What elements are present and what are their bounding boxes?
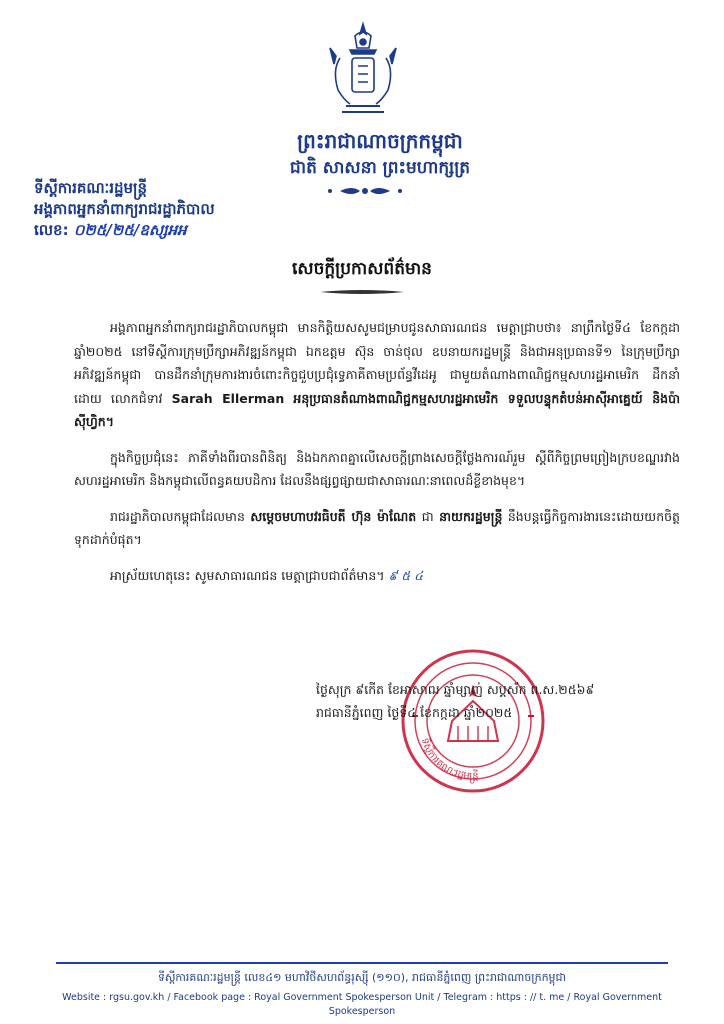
paragraph-3-connector: ជា xyxy=(421,508,434,524)
issuing-office xyxy=(34,178,264,241)
handwritten-mark: ៩ ៥ ៤ xyxy=(388,567,423,583)
seal-text: ទីស្ដីការគណៈរដ្ឋមន្ត្រី xyxy=(418,736,479,783)
paragraph-4-text: អាស្រ័យហេតុនេះ សូមសាធារណជន មេត្តាជ្រាបជាព័ត៌មាន។ xyxy=(110,567,385,583)
footer-divider xyxy=(56,962,668,964)
paragraph-1 xyxy=(74,316,680,434)
paragraph-3-lead: រាជរដ្ឋាភិបាលកម្ពុជាដែលមាន xyxy=(110,508,245,524)
office-name-line1: ទីស្ដីការគណៈរដ្ឋមន្ត្រី xyxy=(34,179,148,197)
reference-number xyxy=(34,220,264,241)
date-block xyxy=(316,678,696,724)
footer-links: Website : rgsu.gov.kh / Facebook page : Royal Government Spokesperson Unit / Telegram : https : // t. me / Royal Government Spokesperson xyxy=(62,992,662,1017)
paragraph-1-text: អង្គភាពអ្នកនាំពាក្យរាជរដ្ឋាភិបាលកម្ពុជា មានកិត្តិយសសូមជម្រាបជូនសាធារណជន មេត្តាជ្រាបថា៖ នាព្រឹកថ្ងៃទី៤ ខែកក្កដា ឆ្នាំ២០២៥ នៅទីស្ដីការក្រុមប្រឹក្សាអភិវឌ្ឍន៍កម្ពុជា ឯកឧត្ដម ស៊ុន ចាន់ថុល ឧបនាយករដ្ឋមន្ត្រី និងជាអនុប្រធានទី១ នៃក្រុមប្រឹក្សាអភិវឌ្ឍន៍កម្ពុជា បានដឹកនាំក្រុមការងារចំពោះកិច្ចជួបប្រជុំទ្វេភាគីតាមប្រព័ន្ធវីដេអូ ជាមួយតំណាងពាណិជ្ជកម្មសហរដ្ឋអាមេរិក ដឹកនាំដោយ លោកជំទាវ xyxy=(74,320,680,406)
release-body xyxy=(74,316,680,599)
prime-minister-title: នាយករដ្ឋមន្ត្រី xyxy=(439,508,503,524)
reference-label: លេខ: xyxy=(34,221,69,239)
prime-minister-name: សម្ដេចមហាបវរធិបតី ហ៊ុន ម៉ាណែត xyxy=(250,508,417,524)
paragraph-1-title: អនុប្រធានតំណាងពាណិជ្ជកម្មសហរដ្ឋអាមេរិក ទទួលបន្ទុកតំបន់អាស៊ីអាគ្នេយ៍ និងប៉ាស៊ីហ្វិក។ xyxy=(74,390,680,429)
reference-value: ០២៥/២៥/ឧស្សអអ xyxy=(73,221,187,239)
national-motto: ជាតិ សាសនា ព្រះមហាក្សត្រ xyxy=(289,158,471,178)
official-name: Sarah Ellerman xyxy=(171,390,285,406)
lunar-date: ថ្ងៃសុក្រ ៩កើត ខែអាសាឍ ឆ្នាំម្សាញ់ សប្តស័ក ព.ស.២៥៦៩ xyxy=(316,682,595,697)
paragraph-2: ក្នុងកិច្ចប្រជុំនេះ ភាគីទាំងពីរបានពិនិត្យ និងឯកភាពគ្នាលើសេចក្ដីព្រាងសេចក្ដីថ្លែងការណ៍រួម ស្ដីពីកិច្ចព្រមព្រៀងក្របខណ្ឌរវាងសហរដ្ឋអាមេរិក និងកម្ពុជាលើពន្ធគយបដិការ ដែលនឹងផ្សព្វផ្សាយជាសាធារណៈនាពេលដ៏ខ្លីខាងមុខ។ xyxy=(74,449,680,488)
paragraph-3 xyxy=(74,505,680,552)
kingdom-title: ព្រះរាជាណាចក្រកម្ពុជា xyxy=(297,129,463,153)
document-title: សេចក្ដីប្រកាសព័ត៌មាន xyxy=(292,259,432,279)
title-underline xyxy=(320,289,404,295)
paragraph-3-tail: នឹងបន្តធ្វើកិច្ចការងារនេះដោយយកចិត្តទុកដាក់បំផុត។ xyxy=(74,508,680,547)
solar-date: រាជធានីភ្នំពេញ ថ្ងៃទី៤ ខែកក្កដា ឆ្នាំ២០២៥ xyxy=(316,705,513,720)
ornament-divider-icon xyxy=(310,184,420,198)
paragraph-4 xyxy=(74,564,680,588)
footer-address: ទីស្ដីការគណៈរដ្ឋមន្ត្រី លេខ៤១ មហាវិថីសហព័ន្ធរុស្ស៊ី (១១០), រាជធានីភ្នំពេញ ព្រះរាជាណាចក្រកម្ពុជា xyxy=(157,971,567,984)
royal-coat-of-arms-icon xyxy=(320,20,406,120)
office-name-line2: អង្គភាពអ្នកនាំពាក្យរាជរដ្ឋាភិបាល xyxy=(34,200,215,218)
